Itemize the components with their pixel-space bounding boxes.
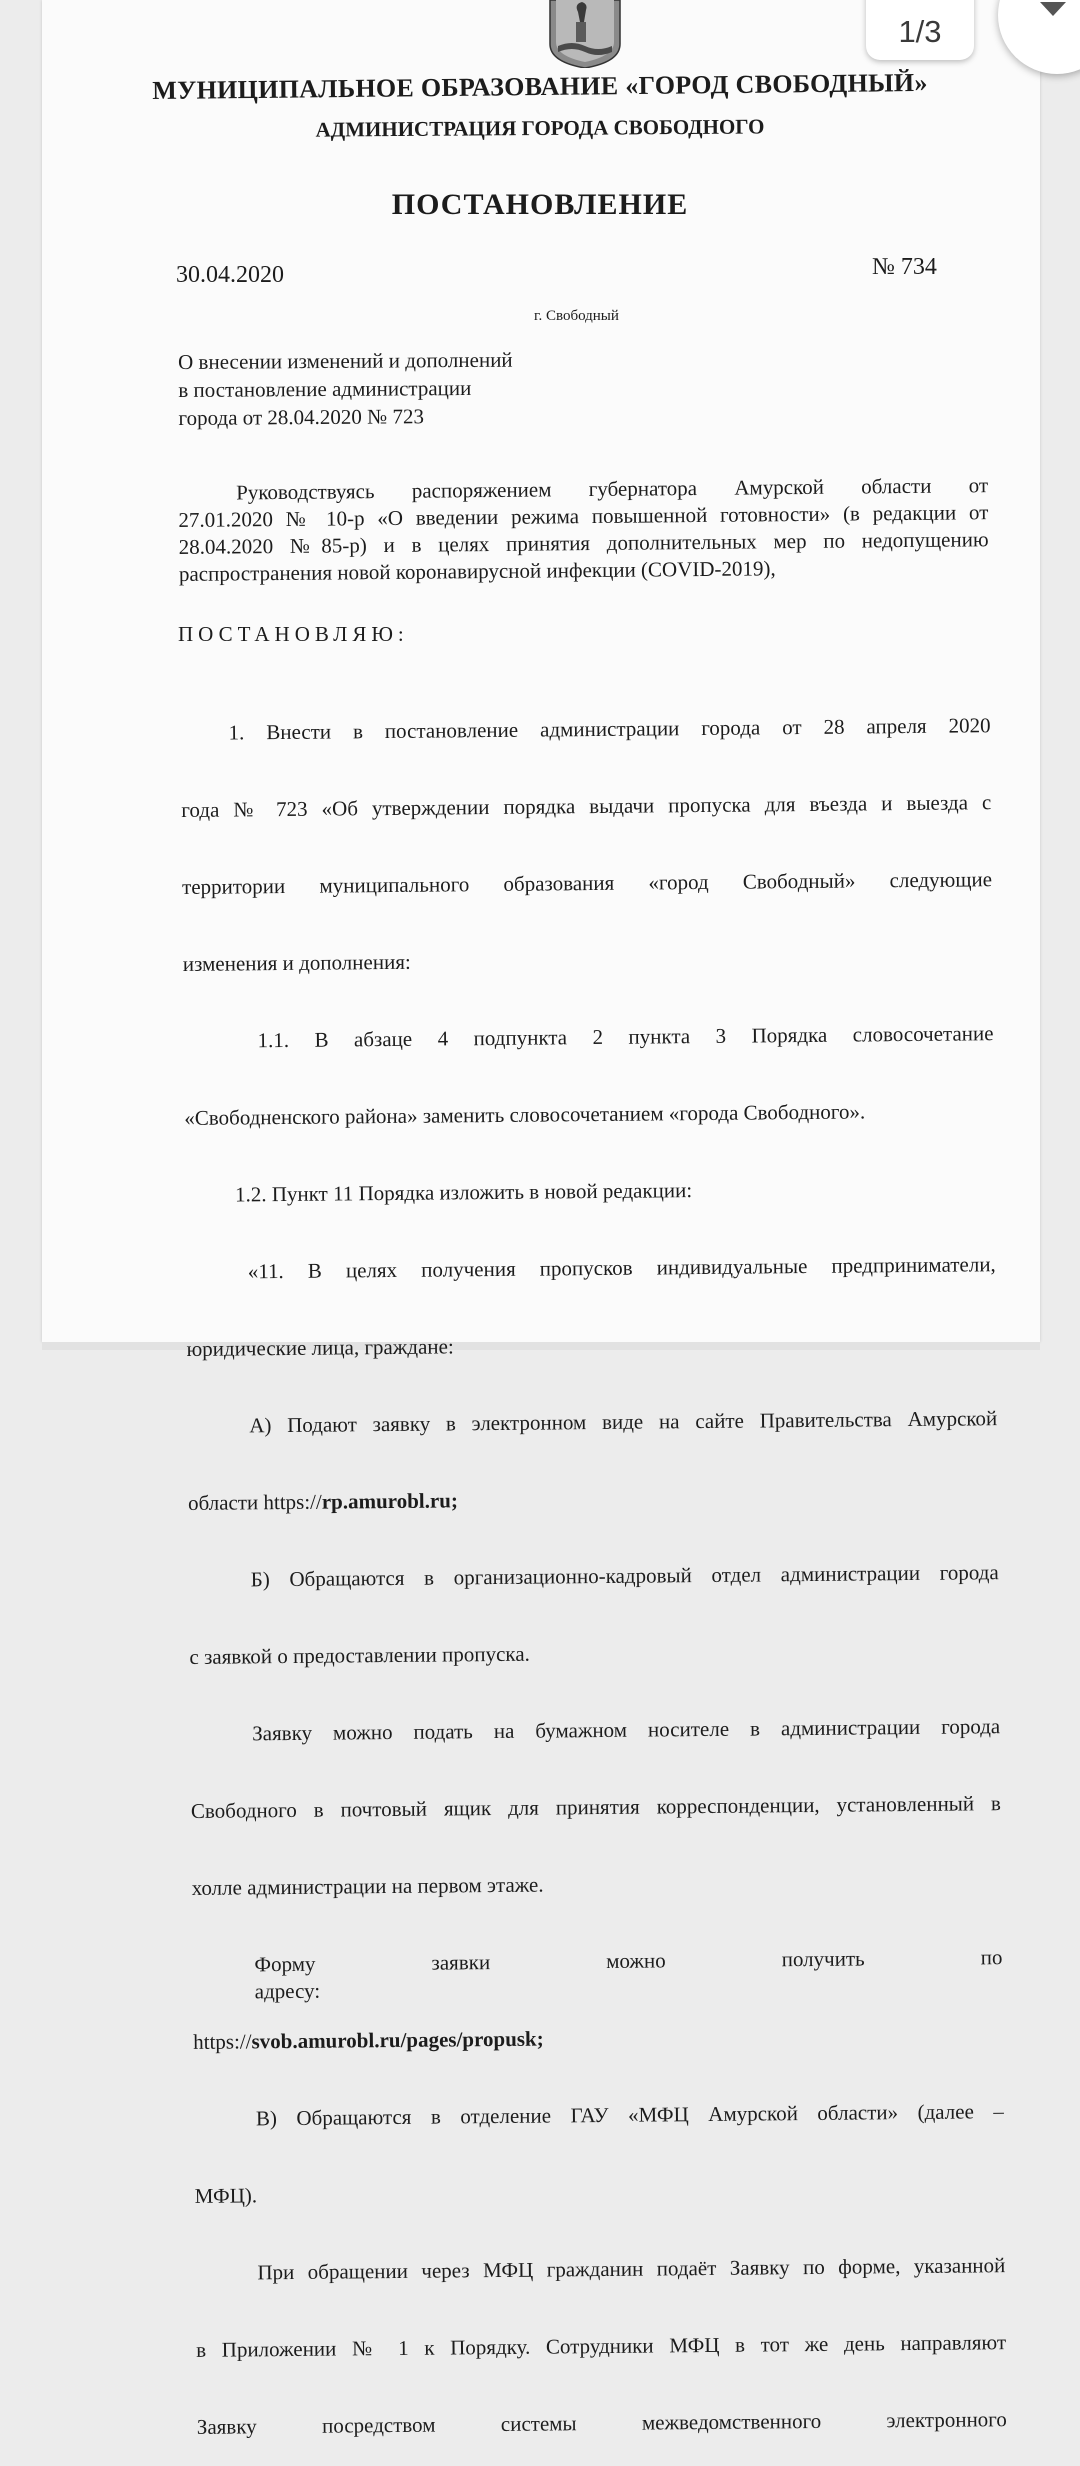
item-line: МФЦ).	[194, 2183, 258, 2208]
document-title: ПОСТАНОВЛЕНИЕ	[391, 188, 689, 221]
item-line: Заявку посредством системы межведомственного электронного	[196, 2407, 1007, 2439]
subject-line: города от 28.04.2020 № 723	[178, 404, 425, 430]
coat-of-arms-emblem	[548, 0, 622, 68]
subject-line: О внесении изменений и дополнений	[178, 347, 513, 374]
item-line: 1.2. Пункт 11 Порядка изложить в новой редакции:	[234, 1178, 693, 1207]
item-line: Б) Обращаются в организационно-кадровый отдел администрации города	[250, 1560, 999, 1592]
item-line: территории муниципального образования «город Свободный» следующие	[181, 867, 993, 899]
item-line: В) Обращаются в отделение ГАУ «МФЦ Амурской области» (далее –	[255, 2099, 1004, 2131]
document-date: 30.04.2020	[176, 262, 284, 288]
item-line: года № 723 «Об утверждении порядка выдачи пропуска для въезда и выезда с	[181, 790, 992, 822]
page-counter: 1/3	[866, 0, 974, 60]
item-line: изменения и дополнения:	[182, 949, 411, 976]
item-line: Форму заявки можно получить по адресу:	[254, 1945, 1003, 2004]
item-line	[188, 1482, 998, 1517]
item-line: с заявкой о предоставлении пропуска.	[189, 1641, 530, 1669]
document-subject	[178, 346, 513, 432]
item-line: Свободного в почтовый ящик для принятия корреспонденции, установленный в	[190, 1791, 1002, 1823]
item-text: области https://	[187, 1489, 322, 1515]
item-line	[193, 2021, 1003, 2056]
item-line: холле администрации на первом этаже.	[191, 1872, 544, 1900]
item-line: Заявку можно подать на бумажном носителе в администрации города	[252, 1714, 1001, 1746]
resolve-heading: ПОСТАНОВЛЯЮ:	[178, 622, 409, 646]
triangle-down-icon	[1038, 0, 1068, 18]
item-line: При обращении через МФЦ гражданин подаёт Заявку по форме, указанной	[257, 2253, 1006, 2285]
item-line: в Приложении № 1 к Порядку. Сотрудники МФЦ в тот же день направляют	[196, 2330, 1007, 2362]
document-city: г. Свободный	[534, 308, 619, 324]
document-number: № 734	[872, 254, 937, 280]
preamble	[178, 472, 989, 588]
preamble-line: Руководствуясь распоряжением губернатора Амурской области от	[236, 473, 989, 505]
administration-heading: АДМИНИСТРАЦИЯ ГОРОДА СВОБОДНОГО	[315, 114, 765, 142]
preamble-line: 27.01.2020 № 10-р «О введении режима повышенной готовности» (в редакции от	[178, 500, 989, 532]
item-text: https://	[193, 2029, 252, 2054]
preamble-line: 28.04.2020 №85-р) и в целях принятия дополнительных мер по недопущению	[178, 527, 989, 559]
website-link: rp.amurobl.ru;	[321, 1488, 459, 1514]
item-line: 1.1. В абзаце 4 подпункта 2 пункта 3 Порядка словосочетание	[257, 1021, 994, 1053]
item-1	[180, 662, 1007, 2466]
municipality-heading: МУНИЦИПАЛЬНОЕ ОБРАЗОВАНИЕ «ГОРОД СВОБОДНЫЙ»	[152, 67, 928, 106]
item-line: «11. В целях получения пропусков индивидуальные предприниматели,	[247, 1252, 996, 1284]
item-line: А) Подают заявку в электронном виде на сайте Правительства Амурской	[249, 1406, 998, 1438]
item-line: юридические лица, граждане:	[186, 1334, 454, 1361]
website-link: svob.amurobl.ru/pages/propusk;	[251, 2026, 544, 2054]
item-line: «Свободненского района» заменить словосочетанием «города Свободного».	[184, 1099, 866, 1130]
subject-line: в постановление администрации	[178, 375, 472, 402]
preamble-line: распространения новой коронавирусной инфекции (COVID-2019),	[178, 556, 776, 586]
item-line: 1. Внести в постановление администрации города от 28 апреля 2020	[228, 713, 991, 745]
